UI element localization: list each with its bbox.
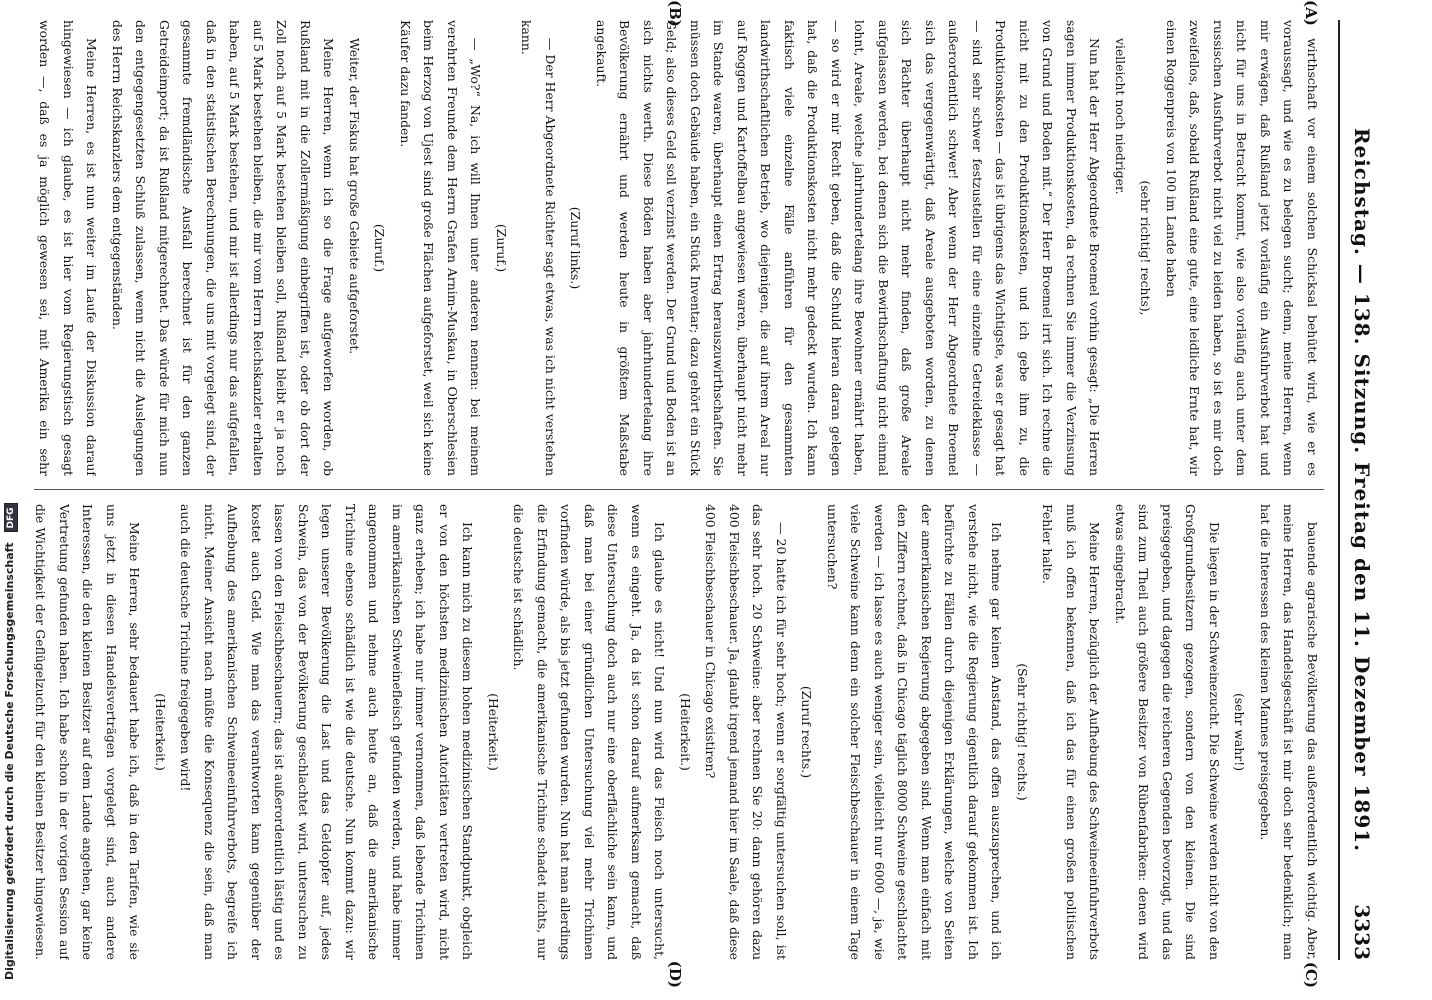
paragraph: Weiter, der Fiskus hat große Gebiete aufgeforstet. xyxy=(347,38,362,355)
interjection: (sehr richtig! rechts), xyxy=(1138,180,1154,316)
margin-marker-b: (B) xyxy=(666,0,684,27)
digitization-footer xyxy=(0,0,22,1000)
paragraph: bauende agrarische Bevölkerung das außerordentlich wichtig. Aber, meine Herren, das Handelsgeschäft ist mir doch sehr bedenklich; man hat die Interessen des kleinen Mannes preisgegeben. xyxy=(1258,504,1320,960)
columns xyxy=(24,0,1324,988)
interjection: (Heiterkeit.) xyxy=(486,693,501,771)
paragraph: Meine Herren, wenn ich so die Frage aufgeworfen worden, ob Rußland mit in die Zollermäßigung einbegriffen ist, oder ob dort der Zoll noch auf 5 Mark bestehen bleiben soll, Rußland bleibt er ja noch auf 5 Mark bestehen bleiben, die mir vom Herrn Reichskanzler erhalten haben, auf 5 Mark bestehen, und mir ist allerdings nur das aufgefallen, daß in den statistischen Berechnungen, die uns mit vorgelegt sind, der gesammte fremdländische Ausfall berechnet ist für den ganzen Getreideimport; da ist Rußland mitgerechnet. Das würde für mich nun den entgegengesetzten Schluß zulassen, wenn nicht die Auslegungen des Herrn Reichskanzlers dem entgegenständen. xyxy=(110,20,337,476)
paragraph: Meine Herren, sehr bedauert habe ich, daß in den Tarifen, wie sie uns jetzt in diesen Handelsverträgen vorgelegt sind, auch andere Interessen, die den kleinen Besitzer auf dem Lande angehen, gar keine Vertretung gefunden haben. Ich habe schon in der vorigen Session auf die Wichtigkeit der Geflügelzucht für den kleinen Besitzer hingewiesen. xyxy=(34,504,143,960)
paragraph: — Der Herr Abgeordnete Richter sagt etwas, was ich nicht verstehen kann. xyxy=(519,20,558,476)
footer-text-wrap xyxy=(3,503,18,980)
interjection: (Zuruf links.) xyxy=(568,206,584,290)
right-column xyxy=(34,504,1324,960)
interjection: (Zuruf.) xyxy=(494,223,509,273)
column-divider xyxy=(34,489,1324,490)
paragraph: Die liegen in der Schweinezucht. Die Schweine werden nicht von den Großgrundbesitzern gezogen, sondern von den kleinen. Die sind preisgegeben, und dagegen die reicheren Gegenden bevorzugt, und das sind zum Theil auch größere Besitzer von Rübenfabriken: denen wird etwas eingebracht. xyxy=(1113,504,1222,960)
page-header xyxy=(1338,20,1380,960)
paragraph: vielleicht noch niedriger. xyxy=(1113,38,1128,195)
interjection: (Heiterkeit.) xyxy=(678,693,693,771)
interjection: (Heiterkeit.) xyxy=(153,693,168,771)
paragraph: — „Wo?“ Na, ich will Ihnen unter anderen nennen: bei meinem verehrten Freunde dem Herrn Grafen Arnim-Muskau, in Oberschlesien beim Herzog von Ujest sind große Flächen aufgeforstet, weil sich keine Käufer dazu fanden. xyxy=(398,20,484,476)
paragraph: Ich glaube es nicht! Und nun wird das Fleisch noch untersucht, wenn es eingeht. Ja, da ist schon darauf aufmerksam gemacht, daß diese Untersuchung doch auch nur eine oberflächliche sein kann, und daß man bei einer gründlichen Untersuchung viel mehr Trichinen vorfinden würde, als bis jetzt gefunden wurden. Nun hat man allerdings die Erfindung gemacht, die amerikanische Trichine schadet nichts, nur die deutsche ist schädlich. xyxy=(511,504,668,960)
page-title: Reichstag. — 138. Sitzung. Freitag den 11. Dezember 1891. xyxy=(1350,127,1374,853)
paragraph: Ich nehme gar keinen Anstand, das offen auszusprechen, und ich verstehe nicht, wie die Regierung eigentlich darauf gekommen ist. Ich befürchte zu Fällen durch diejenigen Erklärungen, welche von Seiten der amerikanischen Regierung abgegeben sind. Wenn man einfach mit den Ziffern rechnet, daß in Chicago täglich 8000 Schweine geschlachtet werden — ich lasse es auch weniger sein, vielleicht nur 6000 —, ja, wie viele Schweine kann denn ein solcher Fleischbeschauer in einem Tage untersuchen? xyxy=(825,504,1005,960)
paragraph: Nun hat der Herr Abgeordnete Broemel vorhin gesagt: „Die Herren sagen immer Produktionskosten, da rechnen Sie immer die Verzinsung von Grund und Boden mit.“ Der Herr Broemel irrt sich. Ich rechne die nicht mit zu den Produktionskosten, und ich gebe ihm zu, die Produktionskosten — das ist übrigens das Wichtigste, was er gesagt hat — sind sehr schwer festzustellen für eine einzelne Getreideklasse — außerordentlich schwer! Aber wenn der Herr Abgeordnete Broemel sich das vergegenwärtigt, daß Areale ausgeboten worden, zu denen sich Pächter überhaupt nicht mehr finden, daß große Areale aufgelassen werden, bei denen sich die Bewirthschaftung nicht einmal lohnt, Areale, welche jahrhundertelang ihre Bewohner ernährt haben, — so wird er mir Recht geben, daß die Schuld hieran daran gelegen hat, daß die Produktionskosten nicht mehr gedeckt wurden. Ich kann faktisch viele einzelne Fälle anführen für den gesammten landwirthschaftlichen Betrieb, wo diejenigen, die auf ihrem Areal nur auf Roggen und Kartoffelbau angewiesen waren, überhaupt nicht mehr im Stande waren, überhaupt einen Ertrag herauszuwirthschaften. Sie müssen doch Gebäude haben, ein Stück Inventar; dazu gehört ein Stück Geld; also dieses Geld soll verzinst werden. Der Grund und Boden ist an sich nichts werth. Diese Böden haben aber jahrhundertelang ihre Bevölkerung ernährt und werden heute in größtem Maßstabe angekauft. xyxy=(594,20,1103,476)
left-column xyxy=(34,20,1324,476)
page-number: 3333 xyxy=(1350,904,1374,960)
interjection: (Zuruf.) xyxy=(372,223,388,273)
margin-marker-d: (D) xyxy=(666,960,684,988)
paragraph: Ich kann mich zu diesem hohen medizinischen Standpunkt, obgleich er von den höchsten medizinischen Autoritäten vertreten wird, nicht ganz erheben; ich habe nur immer vernommen, daß lebende Trichinen im amerikanischen Schweinefleisch gefunden werden, und habe immer angenommen und nehme auch heute an, daß die amerikanische Trichine ebenso schädlich ist wie die deutsche. Nun kommt dazu: wir legen unserer Bevölkerung die Last und das Geldopfer auf, jedes Schwein, das von der Bevölkerung geschlachtet wird, untersuchen zu lassen von den Fleischbeschauern; das ist außerordentlich lästig und es kostet auch Geld. Wie man das verantworten kann gegenüber der Aufhebung des amerikanischen Schweineeinfuhrverbots, begreife ich nicht. Meiner Ansicht nach müßte die Konsequenz die sein, daß man auch die deutsche Trichine freigegeben wird! xyxy=(178,504,476,960)
paragraph: — 20 hatte ich für sehr hoch; wenn er sorgfältig untersuchen soll, ist das sehr hoch. 20 Schweine: aber rechnen Sie 20: dann gehören dazu 400 Fleischbeschauer. Ja, glaubt irgend jemand hier im Saale, daß diese 400 Fleischbeschauer in Chicago existiren? xyxy=(703,504,789,960)
paragraph: Meine Herren, es ist nun weiter im Laufe der Diskussion darauf hingewiesen — ich glaube, es ist hier vom Regierungstisch gesagt worden —, daß es ja möglich gewesen sei, mit Amerika ein sehr xyxy=(37,20,100,476)
footer-text: Digitalisierung gefördert durch die Deutsche Forschungsgemeinschaft xyxy=(3,542,16,980)
margin-marker-c: (C) xyxy=(1302,961,1320,988)
margin-marker-a: (A) xyxy=(1302,0,1320,26)
interjection: (Sehr richtig! rechts.) xyxy=(1015,663,1030,801)
interjection: (sehr wahr!) xyxy=(1232,692,1248,772)
interjection: (Zuruf rechts.) xyxy=(799,685,815,779)
paragraph: wirthschaft vor einem solchen Schicksal behütet wird, wie er es voraussagt, und wie es zu belegen sucht; denn, meine Herren, wenn mir erwägen, daß Rußland jetzt vorläufig ein Ausfuhrverbot hat und nicht für uns in Betracht kommt, wie also vorläufig auch unter dem russischen Ausfuhrverbot nicht viel zu leiden haben, so ist es mir doch zweifellos, daß, sobald Rußland eine gute, eine leidliche Ernte hat, wir einen Roggenpreis von 100 im Lande haben xyxy=(1164,20,1320,476)
document-page xyxy=(10,0,1410,1000)
paragraph: Meine Herren, bezüglich der Aufhebung des Schweineeinfuhrverbots muß ich offen bekennen, daß ich das für einen großen politischen Fehler halte. xyxy=(1040,504,1103,960)
dfg-logo: DFG xyxy=(4,503,18,532)
